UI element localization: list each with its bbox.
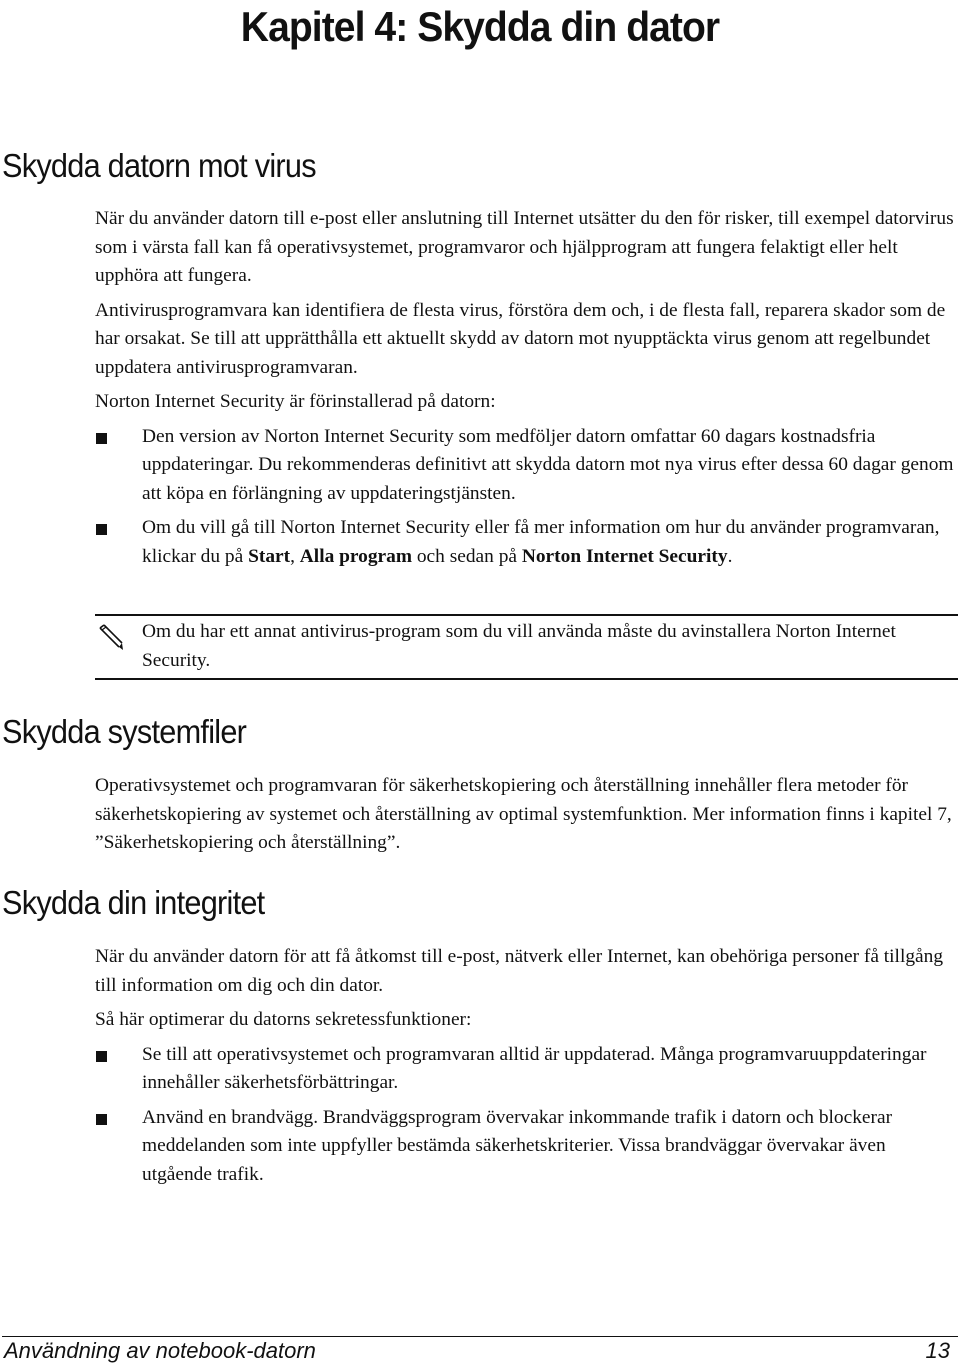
chapter-title: Kapitel 4: Skydda din dator bbox=[240, 3, 720, 50]
virus-bullet-1-text: Den version av Norton Internet Security som medföljer datorn omfattar 60 dagars kostnadsfria uppdateringar. Du rekommenderas definitivt att skydda datorn mot nya virus efter dessa 60 dagar genom att köpa en förlängning av uppdateringstjänsten. bbox=[142, 425, 954, 504]
virus-bullet-1 bbox=[95, 423, 955, 509]
privacy-bullet-2-text: Använd en brandvägg. Brandväggsprogram övervakar inkommande trafik i datorn och blockerar meddelanden som inte uppfyller bestämda säkerhetskriterier. Vissa brandväggar övervakar även utgående trafik. bbox=[142, 1106, 893, 1185]
privacy-para-1: När du använder datorn för att få åtkomst till e-post, nätverk eller Internet, kan obehöriga personer få tillgång till information om dig och din dator. bbox=[95, 946, 944, 996]
privacy-para-2: Så här optimerar du datorns sekretessfunktioner: bbox=[95, 1009, 472, 1030]
privacy-bullet-1-text: Se till att operativsystemet och programvaran alltid är uppdaterad. Många programvaruuppdateringar innehåller säkerhetsförbättringar. bbox=[142, 1043, 927, 1093]
virus-para-3: Norton Internet Security är förinstallerad på datorn: bbox=[95, 391, 496, 412]
privacy-bullet-1 bbox=[95, 1041, 955, 1098]
bullet-square-icon bbox=[96, 524, 107, 535]
bullet-square-icon bbox=[96, 1114, 107, 1125]
footer-divider bbox=[2, 1336, 958, 1337]
norton-term: Norton Internet Security bbox=[521, 545, 728, 567]
files-section-body bbox=[95, 772, 955, 858]
heading-system-files: Skydda systemfiler bbox=[2, 713, 247, 750]
bullet-square-icon bbox=[96, 433, 107, 444]
page-number: 13 bbox=[925, 1338, 950, 1363]
virus-bullet-2-text-d: . bbox=[727, 545, 733, 567]
note-text: Om du har ett annat antivirus-program som du vill använda måste du avinstallera Norton Internet Security. bbox=[142, 621, 896, 671]
all-programs-term: Alla program bbox=[299, 545, 413, 567]
virus-para-1: När du använder datorn till e-post eller anslutning till Internet utsätter du den för risker, till exempel datorvirus som i värsta fall kan få operativsystemet, programvaror och hjälpprogram att fungera felaktigt eller helt upphöra att fungera. bbox=[95, 208, 954, 286]
privacy-section-body bbox=[95, 943, 955, 1189]
start-menu-term: Start bbox=[248, 545, 291, 567]
virus-bullet-2-text-a: Om du vill gå till Norton Internet Security eller få mer information om hur du använder programvaran, klickar du på bbox=[142, 517, 940, 567]
privacy-bullet-2 bbox=[95, 1104, 955, 1190]
virus-bullet-2-text-b: , bbox=[290, 545, 300, 567]
bullet-square-icon bbox=[96, 1051, 107, 1062]
heading-privacy: Skydda din integritet bbox=[2, 884, 265, 921]
pencil-note-icon bbox=[95, 624, 125, 654]
files-para-1: Operativsystemet och programvaran för säkerhetskopiering och återställning innehåller flera metoder för säkerhetskopiering av systemet och återställning av optimal systemfunktion. Mer information finns i kapitel 7, ”Säkerhetskopiering och återställning”. bbox=[95, 775, 952, 853]
virus-para-2: Antivirusprogramvara kan identifiera de flesta virus, förstöra dem och, i de flesta fall, reparera skador som de har orsakat. Se till att upprätthålla ett aktuellt skydd av datorn mot nyupptäckta virus genom att regelbundet uppdatera antivirusprogramvaran. bbox=[95, 299, 946, 378]
footer-title: Användning av notebook-datorn bbox=[4, 1338, 316, 1363]
virus-bullet-2 bbox=[95, 514, 955, 571]
virus-bullet-2-text-c: och sedan på bbox=[412, 545, 522, 567]
virus-section-body bbox=[95, 205, 955, 571]
note-box bbox=[95, 614, 958, 680]
heading-virus: Skydda datorn mot virus bbox=[2, 147, 316, 184]
